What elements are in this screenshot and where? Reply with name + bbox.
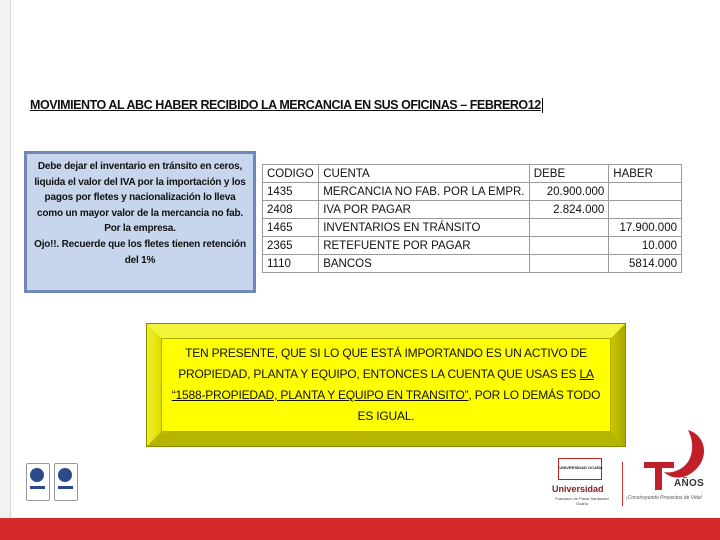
highlight-inner [161, 338, 611, 432]
highlight-panel [146, 323, 626, 447]
note-line: Por la empresa. [104, 223, 176, 235]
table-header-row [263, 165, 682, 183]
bar-mark-icon [30, 486, 45, 489]
cell-debit [529, 255, 608, 273]
left-edge-bar [0, 0, 11, 540]
cell-credit: 5814.000 [609, 255, 682, 273]
footer-bar [0, 518, 720, 540]
table-row [263, 201, 682, 219]
cell-credit [609, 183, 682, 201]
note-line: pagos por fletes y nacionalización lo lleva [44, 192, 236, 204]
header-account: CUENTA [319, 165, 530, 183]
table-row [263, 183, 682, 201]
cell-debit [529, 219, 608, 237]
certification-badge-icon [26, 463, 50, 501]
cell-code: 1465 [263, 219, 319, 237]
cell-code: 2365 [263, 237, 319, 255]
note-line: como un mayor valor de la mercancia no fab. [37, 207, 243, 219]
university-subtitle: Francisco de Paula Santander Ocaña [555, 496, 609, 506]
highlight-part-2: , POR LO DEMÁS TODO ES IGUAL. [357, 388, 601, 423]
slogan: ¡Construyendo Proyectos de Vida! [626, 495, 703, 501]
cell-code: 1435 [263, 183, 319, 201]
note-line: Ojo!!. Recuerde que los fletes tienen retención [34, 238, 246, 250]
university-name: Universidad [552, 484, 604, 494]
text-cursor [542, 98, 543, 113]
university-emblem-icon [558, 458, 602, 480]
cell-debit [529, 237, 608, 255]
instruction-note [24, 151, 256, 293]
table-row [263, 219, 682, 237]
certification-logos [24, 463, 84, 509]
note-line: Debe dejar el inventario en tránsito en ceros, [37, 161, 243, 172]
accounting-entry-table [262, 164, 682, 273]
note-line: liquida el valor del IVA por la importación y los [34, 176, 246, 188]
cell-credit: 17.900.000 [609, 219, 682, 237]
bevel-top-edge [147, 324, 625, 338]
table-row [263, 255, 682, 273]
header-code: CODIGO [263, 165, 319, 183]
slide-title [30, 98, 541, 113]
logo-divider [622, 462, 623, 506]
bar-mark-icon [58, 486, 73, 489]
cell-code: 2408 [263, 201, 319, 219]
cell-credit: 10.000 [609, 237, 682, 255]
cell-debit: 2.824.000 [529, 201, 608, 219]
cell-account: INVENTARIOS EN TRÁNSITO [319, 219, 530, 237]
certification-badge-icon [54, 463, 78, 501]
note-line: del 1% [124, 254, 156, 266]
cell-credit [609, 201, 682, 219]
bevel-right-edge [611, 324, 625, 446]
cell-account: MERCANCIA NO FAB. POR LA EMPR. [319, 183, 530, 201]
highlight-text [162, 343, 610, 427]
cell-debit: 20.900.000 [529, 183, 608, 201]
header-debit: DEBE [529, 165, 608, 183]
bevel-left-edge [147, 324, 161, 446]
university-logo [550, 458, 612, 510]
bevel-bottom-edge [147, 432, 625, 446]
emblem-text: UNIVERSIDAD OCAÑA [559, 465, 603, 470]
slide-title-text: MOVIMIENTO AL ABC HABER RECIBIDO LA MERCANCIA EN SUS OFICINAS – FEBRERO12 [30, 98, 541, 112]
cell-account: BANCOS [319, 255, 530, 273]
cell-account: RETEFUENTE POR PAGAR [319, 237, 530, 255]
circle-mark-icon [58, 468, 72, 482]
table-row [263, 237, 682, 255]
highlight-part-1: TEN PRESENTE, QUE SI LO QUE ESTÁ IMPORTANDO ES UN ACTIVO DE PROPIEDAD, PLANTA Y EQUIPO, ENTONCES LA CUENTA QUE USAS ES [178, 346, 587, 381]
cell-code: 1110 [263, 255, 319, 273]
circle-mark-icon [30, 468, 44, 482]
cell-account: IVA POR PAGAR [319, 201, 530, 219]
header-credit: HABER [609, 165, 682, 183]
highlight-account-name: LA “1588-PROPIEDAD, PLANTA Y EQUIPO EN TRANSITO” [171, 367, 594, 402]
anniversary-text: AÑOS [674, 478, 705, 489]
